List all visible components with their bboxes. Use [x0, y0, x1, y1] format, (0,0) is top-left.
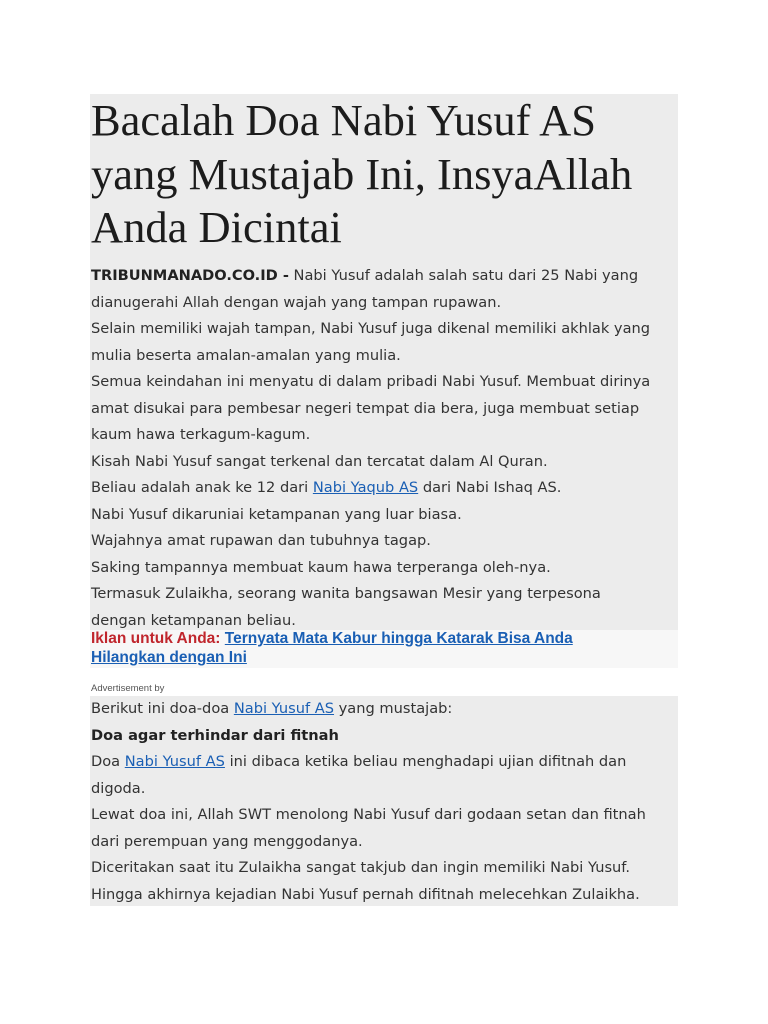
nabi-yusuf-link[interactable]: Nabi Yusuf AS: [233, 700, 335, 717]
paragraph-text: ini dibaca ketika beliau menghadapi ujian difitnah dan: [224, 753, 627, 770]
ad-link-line: Hilangkan dengan Ini: [91, 649, 247, 666]
paragraph: [91, 696, 683, 723]
paragraph: Hingga akhirnya kejadian Nabi Yusuf pernah difitnah melecehkan Zulaikha.: [91, 885, 640, 903]
paragraph: Saking tampannya membuat kaum hawa terperanga oleh-nya.: [91, 558, 551, 576]
ad-label: Iklan untuk Anda:: [91, 630, 221, 647]
paragraph: Kisah Nabi Yusuf sangat terkenal dan tercatat dalam Al Quran.: [91, 452, 548, 470]
paragraph-text: Berikut ini doa-doa: [91, 700, 234, 717]
article-body: [91, 263, 683, 634]
ad-text: [91, 629, 679, 667]
title-line: Anda Dicintai: [91, 202, 342, 252]
paragraph: amat disukai para pembesar negeri tempat dia bera, juga membuat setiap: [91, 399, 640, 417]
paragraph: dari perempuan yang menggodanya.: [91, 832, 363, 850]
paragraph: [91, 263, 683, 290]
paragraph: dengan ketampanan beliau.: [91, 611, 296, 629]
nabi-yaqub-link[interactable]: Nabi Yaqub AS: [312, 479, 419, 496]
paragraph: dianugerahi Allah dengan wajah yang tampan rupawan.: [91, 293, 502, 311]
source-label: TRIBUNMANADO.CO.ID -: [91, 267, 289, 284]
paragraph: kaum hawa terkagum-kagum.: [91, 426, 311, 443]
paragraph: Wajahnya amat rupawan dan tubuhnya tagap.: [91, 532, 431, 549]
paragraph-text: dari Nabi Ishaq AS.: [418, 479, 562, 496]
paragraph: mulia beserta amalan-amalan yang mulia.: [91, 346, 401, 364]
paragraph: [91, 749, 683, 776]
paragraph: [91, 723, 683, 750]
paragraph: [91, 475, 683, 502]
advertisement-by-label: Advertisement by: [91, 683, 165, 694]
title-line: yang Mustajab Ini, InsyaAllah: [91, 148, 633, 199]
title-line: Bacalah Doa Nabi Yusuf AS: [91, 95, 597, 145]
section-heading: Doa agar terhindar dari fitnah: [91, 726, 339, 744]
paragraph: digoda.: [91, 779, 146, 797]
page-title: [91, 94, 681, 255]
nabi-yusuf-link[interactable]: Nabi Yusuf AS: [124, 753, 225, 770]
paragraph-text: yang mustajab:: [334, 700, 453, 717]
paragraph: Selain memiliki wajah tampan, Nabi Yusuf juga dikenal memiliki akhlak yang: [91, 320, 651, 337]
paragraph-text: Beliau adalah anak ke 12 dari: [91, 479, 313, 496]
article-body-2: [91, 696, 683, 908]
paragraph-text: Nabi Yusuf adalah salah satu dari 25 Nabi yang: [288, 267, 639, 284]
ad-link-line: Ternyata Mata Kabur hingga Katarak Bisa Anda: [224, 630, 573, 647]
paragraph-text: Doa: [91, 753, 125, 770]
paragraph: Lewat doa ini, Allah SWT menolong Nabi Yusuf dari godaan setan dan fitnah: [91, 806, 646, 823]
paragraph: Nabi Yusuf dikaruniai ketampanan yang luar biasa.: [91, 505, 462, 523]
paragraph: Diceritakan saat itu Zulaikha sangat takjub dan ingin memiliki Nabi Yusuf.: [91, 859, 631, 876]
paragraph: Semua keindahan ini menyatu di dalam pribadi Nabi Yusuf. Membuat dirinya: [91, 373, 651, 390]
paragraph: Termasuk Zulaikha, seorang wanita bangsawan Mesir yang terpesona: [91, 585, 601, 602]
